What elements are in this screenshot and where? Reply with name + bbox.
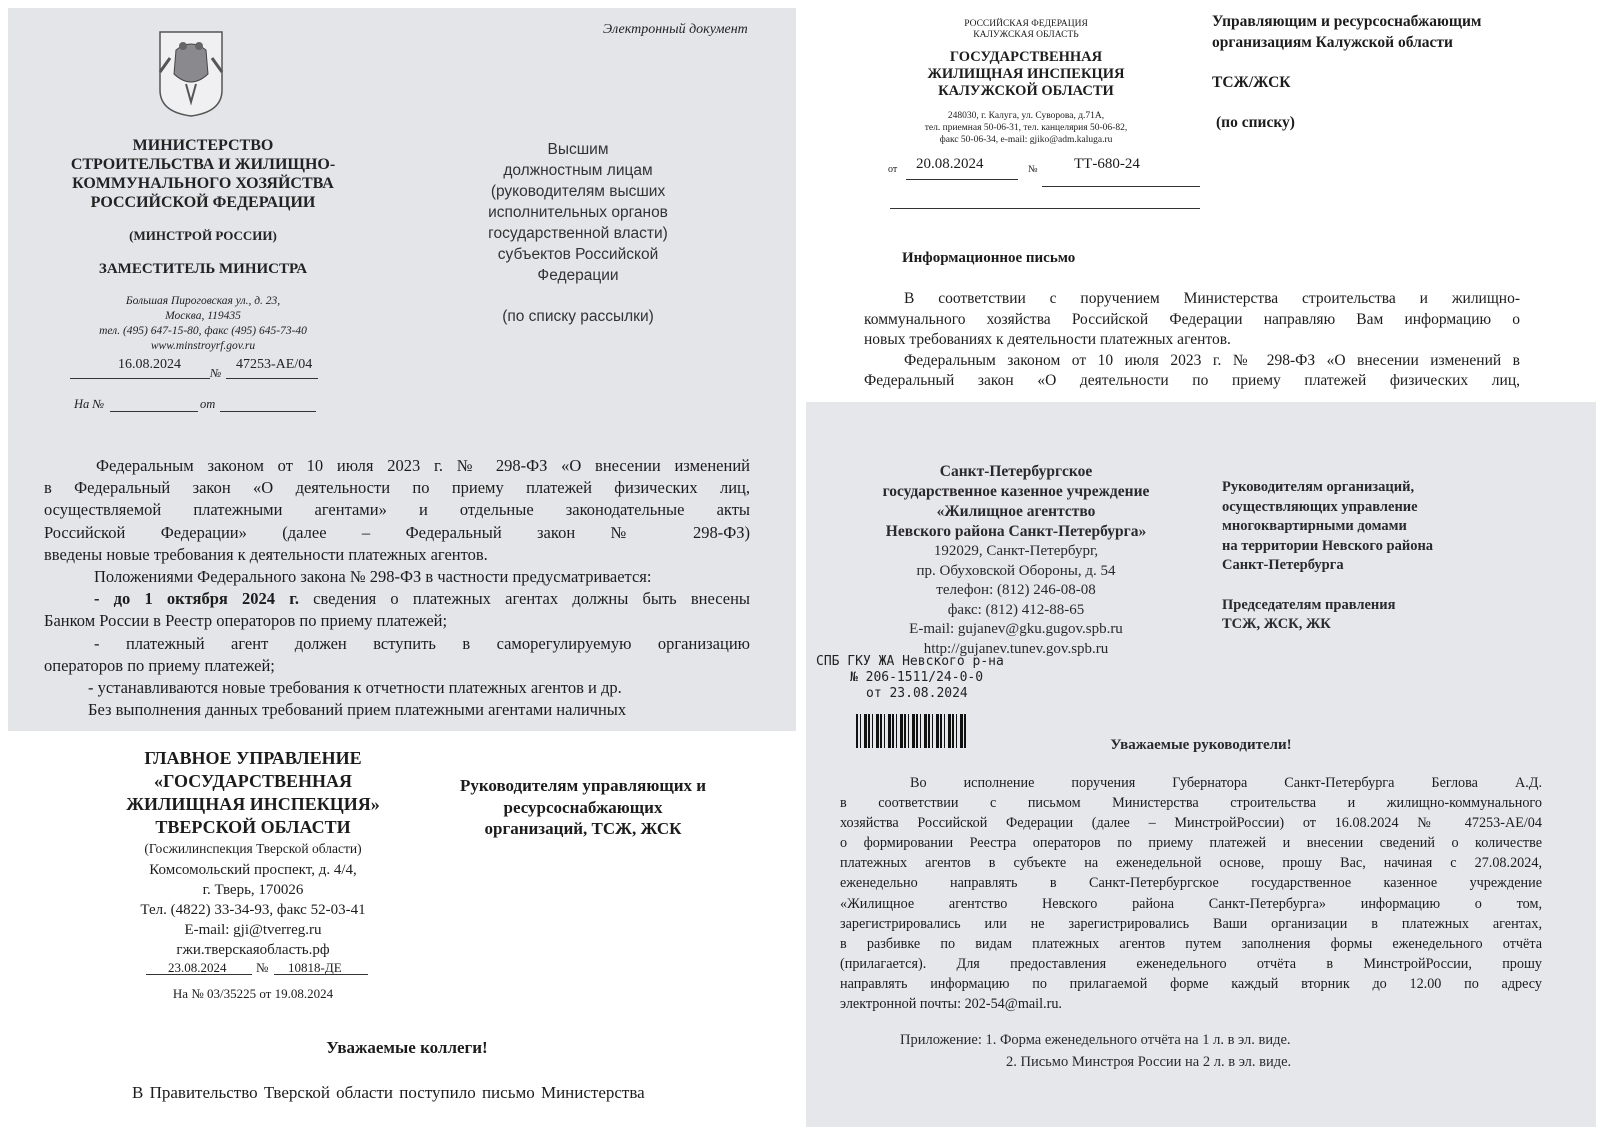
tver-address: Комсомольский проспект, д. 4/4, г. Тверь, 170026 Тел. (4822) 33-34-93, факс 52-03-41 E-mail: gji@tverreg.ru гжи.тверскаяобласть.рф — [140, 862, 366, 958]
reference-date-line — [220, 411, 316, 412]
kaluga-body: В соответствии с поручением Министерства строительства и жилищно- коммунального хозяйства Российской Федерации направляю Вам информацию о новых требованиях к деятельности платежных агентов. Федеральным законом от 10 июля 2023 г. № 298-ФЗ «О внесении изменений в Федеральный закон «О деятельности по приему платежей физических лиц, — [864, 290, 1520, 389]
registration-stamp: СПБ ГКУ ЖА Невского р-на № 206-1511/24-0-0 от 23.08.2024 — [816, 654, 1004, 701]
spb-body: Во исполнение поручения Губернатора Санкт-Петербурга Беглова А.Д. в соответствии с письмом Министерства строительства и жилищно-коммунального хозяйства Российской Федерации (далее – МинстройРоссии) от 16.08.2024 № 47253-АЕ/04 о формировании Реестра операторов по приему платежей и внесении сведений о количестве платежных агентов в субъекте на еженедельной основе, прошу Вас, начиная с 27.08.2024, еженедельно направлять в Санкт-Петербургское государственное казенное учреждение «Жилищное агентство Невского района Санкт-Петербурга» информацию о том, зарегистрировались или не зарегистрировались Ваши организации в платежных агентах, в разбивке по видам платежных агентов путем заполнения формы еженедельного отчёта (прилагается). Для предоставления еженедельного отчёта в МинстройРоссии, прошу направлять информацию по прилагаемой форме каждый вторник до 12.00 по адресу электронной почты: 202-54@mail.ru. — [840, 775, 1542, 1013]
tver-reference: На № 03/35225 от 19.08.2024 — [172, 986, 334, 1001]
reference-number-line — [110, 411, 198, 412]
ministry-name: МИНИСТЕРСТВО СТРОИТЕЛЬСТВА И ЖИЛИЩНО- КОММУНАЛЬНОГО ХОЗЯЙСТВА РОССИЙСКОЙ ФЕДЕРАЦИИ — [70, 137, 336, 211]
spb-greeting: Уважаемые руководители! — [1110, 737, 1292, 753]
kaluga-number-label: № — [1028, 164, 1038, 175]
kaluga-letter — [806, 4, 1598, 404]
kaluga-addressee: Управляющим и ресурсоснабжающим организациям Калужской области ТСЖ/ЖСК (по списку) — [1212, 13, 1482, 131]
minstroy-body: Федеральным законом от 10 июля 2023 г. № 298-ФЗ «О внесении изменений в Федеральный закон «О деятельности по приему платежей физических лиц, осуществляемой платежными агентами» и отдельные законодательные акты Российской Федерации» (далее – Федеральный закон № 298-ФЗ) введены новые требования к деятельности платежных агентов. Положениями Федерального закона № 298-ФЗ в частности предусматривается: - до 1 октября 2024 г. сведения о платежных агентах должны быть внесены Банком России в Реестр операторов по приему платежей; - платежный агент должен вступить в саморегулируемую организацию операторов по приему платежей; - устанавливаются новые требования к отчетности платежных агентов и др. Без выполнения данных требований прием платежными агентами наличных — [44, 456, 751, 720]
kaluga-number-underline — [1042, 186, 1200, 187]
kaluga-date: 20.08.2024 — [916, 156, 984, 172]
spb-attachment-2: 2. Письмо Минстроя России на 2 л. в эл. виде. — [1006, 1054, 1292, 1070]
kaluga-ot-label: от — [888, 164, 898, 175]
tver-number: 10818-ДЕ — [288, 960, 342, 975]
letter-number: 47253-АЕ/04 — [236, 357, 313, 372]
spb-letter — [806, 402, 1596, 1127]
kaluga-date-underline — [906, 179, 1018, 180]
ministry-short-name: (МИНСТРОЙ РОССИИ) — [129, 228, 277, 243]
kaluga-org-name: ГОСУДАРСТВЕННАЯ ЖИЛИЩНАЯ ИНСПЕКЦИЯ КАЛУЖСКОЙ ОБЛАСТИ — [927, 49, 1125, 99]
reference-ot-label: от — [200, 397, 216, 411]
tver-greeting: Уважаемые коллеги! — [326, 1038, 488, 1057]
tver-date: 23.08.2024 — [168, 960, 227, 975]
ministry-address: Большая Пироговская ул., д. 23, Москва, 119435 тел. (495) 647-15-80, факс (495) 645-73-40 www.minstroyrf.gov.ru — [99, 295, 307, 352]
tver-number-underline — [274, 974, 368, 975]
tver-number-label: № — [256, 960, 269, 975]
minstroy-letter — [8, 8, 796, 731]
kaluga-title: Информационное письмо — [902, 250, 1076, 266]
kaluga-address: 248030, г. Калуга, ул. Суворова, д.71А, тел. приемная 50-06-31, тел. канцелярия 50-06-82, факс 50-06-34, e-mail: gjiko@adm.kaluga.ru — [924, 111, 1128, 145]
kaluga-number: ТТ-680-24 — [1074, 156, 1140, 172]
tver-body: В Правительство Тверской области поступило письмо Министерства — [132, 1083, 645, 1102]
spb-org-name: Санкт-Петербургское государственное казенное учреждение «Жилищное агентство Невского района Санкт-Петербурга» — [882, 463, 1150, 540]
spb-attachment-1: Приложение: 1. Форма еженедельного отчёта на 1 л. в эл. виде. — [900, 1032, 1291, 1048]
tver-letter — [8, 731, 806, 1127]
kaluga-reference-line — [890, 208, 1200, 209]
addressee-block: Высшим должностным лицам (руководителям высших исполнительных органов государственной власти) субъектов Российской Федерации (по списку рассылки) — [488, 141, 668, 325]
electronic-document-label: Электронный документ — [603, 22, 748, 37]
kaluga-header: РОССИЙСКАЯ ФЕДЕРАЦИЯ КАЛУЖСКАЯ ОБЛАСТЬ — [964, 19, 1088, 40]
tver-org-name: ГЛАВНОЕ УПРАВЛЕНИЕ «ГОСУДАРСТВЕННАЯ ЖИЛИЩНАЯ ИНСПЕКЦИЯ» ТВЕРСКОЙ ОБЛАСТИ — [126, 748, 380, 837]
number-label: № — [210, 366, 222, 380]
spb-addressee: Руководителям организаций, осуществляющих управление многоквартирными домами на территории Невского района Санкт-Петербурга Председателям правления ТСЖ, ЖСК, ЖК — [1222, 479, 1434, 632]
deputy-minister: ЗАМЕСТИТЕЛЬ МИНИСТРА — [98, 261, 308, 277]
tver-date-underline — [146, 974, 252, 975]
tver-addressee: Руководителям управляющих и ресурсоснабжающих организаций, ТСЖ, ЖСК — [459, 776, 707, 838]
spb-address: 192029, Санкт-Петербург, пр. Обуховской Обороны, д. 54 телефон: (812) 246-08-08 факс: (812) 412-88-65 E-mail: gujanev@gku.gugov.spb.ru http://gujanev.tunev.gov.spb.ru — [909, 543, 1123, 657]
date-underline — [70, 378, 210, 379]
number-underline — [226, 378, 318, 379]
tver-org-short: (Госжилинспекция Тверской области) — [144, 841, 362, 856]
coat-of-arms-icon — [156, 28, 226, 118]
letter-date: 16.08.2024 — [118, 357, 181, 372]
reference-na-label: На № — [74, 397, 105, 411]
